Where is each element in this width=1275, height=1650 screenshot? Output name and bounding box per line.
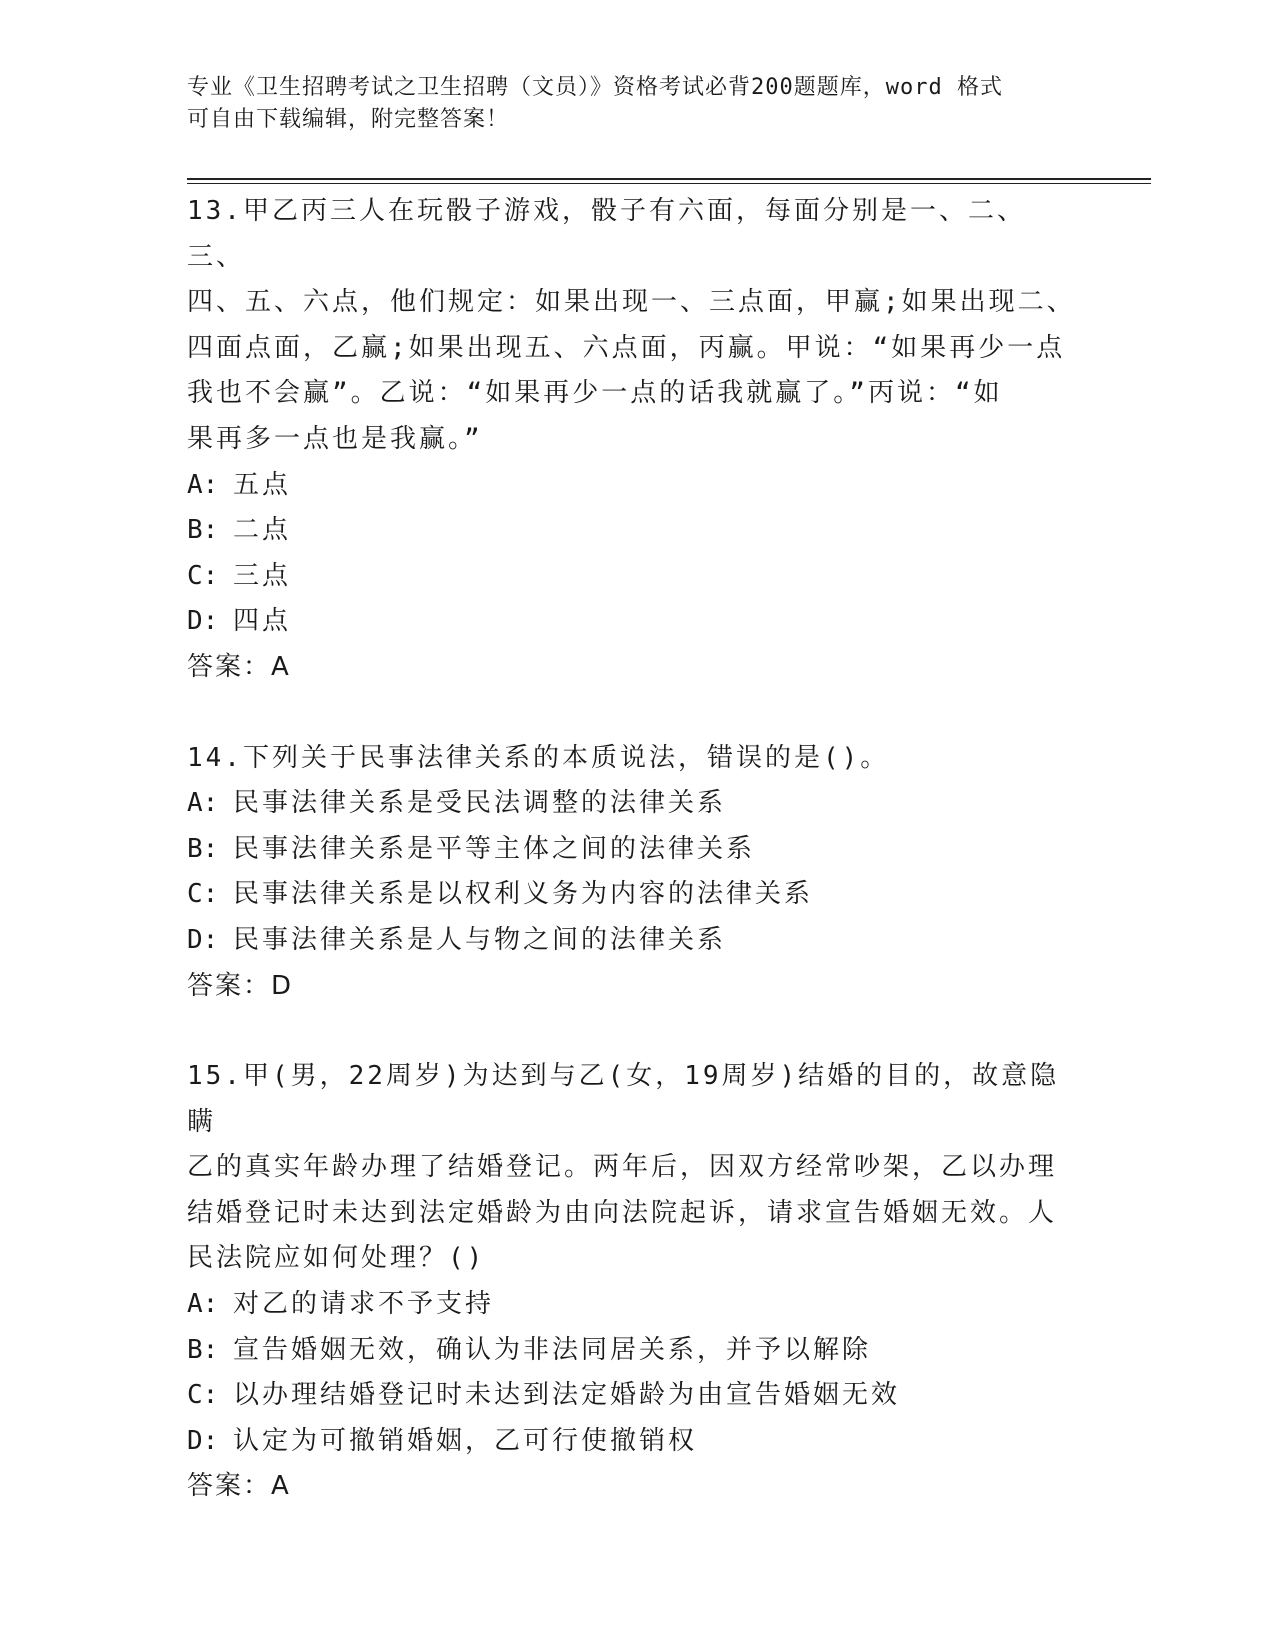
header-divider-thick — [187, 178, 1151, 180]
option-letter: C: — [187, 879, 219, 910]
question-stem-line: 民法院应如何处理？() — [187, 1243, 486, 1274]
option-b — [187, 827, 1077, 873]
option-text: 四点 — [233, 606, 292, 637]
option-text: 认定为可撤销婚姻，乙可行使撤销权 — [233, 1425, 698, 1456]
question-stem-line: 15.甲(男，22周岁)为达到与乙(女，19周岁)结婚的目的，故意隐瞒 — [187, 1061, 1060, 1137]
option-text: 三点 — [233, 560, 292, 591]
option-text: 民事法律关系是人与物之间的法律关系 — [233, 924, 727, 955]
question-stem-line: 果再多一点也是我赢。” — [187, 423, 483, 454]
question-stem-line: 13.甲乙丙三人在玩骰子游戏，骰子有六面，每面分别是一、二、三、 — [187, 196, 1026, 272]
question-spacer — [187, 1009, 1077, 1054]
option-d — [187, 918, 1077, 964]
option-letter: C: — [187, 1380, 219, 1411]
question-15 — [187, 1054, 1077, 1510]
option-c — [187, 872, 1077, 918]
option-c — [187, 1373, 1077, 1419]
option-letter: A: — [187, 469, 219, 500]
header-divider-thin — [187, 183, 1151, 184]
option-letter: D: — [187, 924, 219, 955]
option-letter: B: — [187, 1334, 219, 1365]
question-13 — [187, 189, 1077, 691]
option-c — [187, 554, 1077, 600]
question-14 — [187, 736, 1077, 1010]
option-text: 宣告婚姻无效，确认为非法同居关系，并予以解除 — [233, 1334, 872, 1365]
header-line-2: 可自由下载编辑，附完整答案！ — [187, 107, 510, 132]
option-letter: A: — [187, 1289, 219, 1320]
option-b — [187, 508, 1077, 554]
option-a — [187, 463, 1077, 509]
option-text: 五点 — [233, 469, 292, 500]
option-text: 以办理结婚登记时未达到法定婚龄为由宣告婚姻无效 — [233, 1380, 901, 1411]
question-stem-line: 乙的真实年龄办理了结婚登记。两年后，因双方经常吵架，乙以办理 — [187, 1152, 1058, 1183]
option-text: 民事法律关系是以权利义务为内容的法律关系 — [233, 879, 814, 910]
answer-line: 答案：A — [187, 1471, 291, 1502]
option-text: 民事法律关系是平等主体之间的法律关系 — [233, 833, 756, 864]
option-letter: D: — [187, 1425, 219, 1456]
option-b — [187, 1328, 1077, 1374]
option-text: 二点 — [233, 515, 292, 546]
option-d — [187, 599, 1077, 645]
option-letter: C: — [187, 560, 219, 591]
option-text: 对乙的请求不予支持 — [233, 1289, 495, 1320]
answer-line: 答案：A — [187, 651, 291, 682]
question-stem-line: 14.下列关于民事法律关系的本质说法，错误的是()。 — [187, 742, 890, 773]
question-stem-line: 结婚登记时未达到法定婚龄为由向法院起诉，请求宣告婚姻无效。人 — [187, 1197, 1058, 1228]
question-stem-line: 四面点面，乙赢;如果出现五、六点面，丙赢。甲说：“如果再少一点 — [187, 332, 1066, 363]
document-header — [187, 72, 1087, 136]
option-text: 民事法律关系是受民法调整的法律关系 — [233, 788, 727, 819]
question-stem-line: 四、五、六点，他们规定：如果出现一、三点面，甲赢;如果出现二、 — [187, 287, 1076, 318]
answer-line: 答案：D — [187, 970, 294, 1001]
question-stem-line: 我也不会赢”。乙说：“如果再少一点的话我就赢了。”丙说：“如 — [187, 378, 1003, 409]
option-a — [187, 781, 1077, 827]
question-list — [187, 189, 1077, 1510]
header-line-1: 专业《卫生招聘考试之卫生招聘（文员）》资格考试必背200题题库，word 格式 — [187, 75, 1003, 100]
option-letter: D: — [187, 606, 219, 637]
question-spacer — [187, 691, 1077, 736]
option-a — [187, 1282, 1077, 1328]
option-d — [187, 1419, 1077, 1465]
option-letter: B: — [187, 833, 219, 864]
option-letter: A: — [187, 788, 219, 819]
option-letter: B: — [187, 515, 219, 546]
